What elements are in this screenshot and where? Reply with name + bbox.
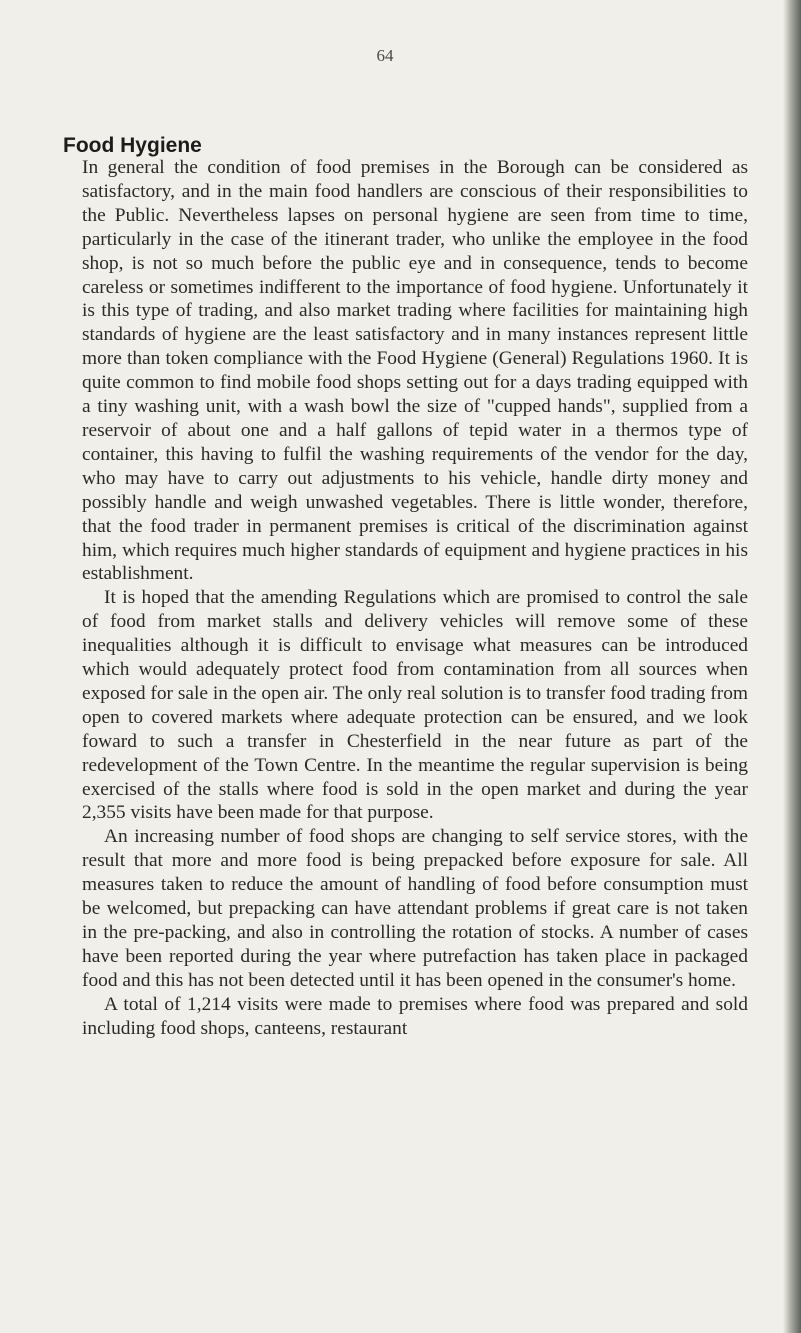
section-heading: Food Hygiene: [63, 134, 202, 157]
page-number: 64: [376, 46, 394, 65]
paragraph-4: A total of 1,214 visits were made to premises where food was prepared and sold including food shops, canteens, restaurant: [82, 993, 748, 1039]
paragraph-3: An increasing number of food shops are changing to self service stores, with the result that more and more food is being prepacked before exposure for sale. All measures taken to reduce the amount of handling of food before consumption must be welcomed, but prepacking can have attendant problems if great care is not taken in the pre-packing, and also in controlling the rotation of stocks. A number of cases have been reported during the year where putrefaction has taken place in packaged food and this has not been detected until it has been opened in the consumer's home.: [82, 826, 748, 991]
body-text: [82, 156, 748, 1041]
page-edge-shadow: [783, 0, 801, 1333]
paragraph-1: In general the condition of food premises in the Borough can be considered as satisfactory, and in the main food handlers are conscious of their responsibilities to the Public. Nevertheless lapses on personal hygiene are seen from time to time, particularly in the case of the itinerant trader, who unlike the employee in the food shop, is not so much before the public eye and in consequence, tends to become careless or sometimes indifferent to the importance of food hygiene. Unfortunately it is this type of trading, and also market trading where facilities for maintaining high standards of hygiene are the least satisfactory and in many instances represent little more than token compliance with the Food Hygiene (General) Regulations 1960. It is quite common to find mobile food shops setting out for a days trading equipped with a tiny washing unit, with a wash bowl the size of "cupped hands", supplied from a reservoir of about one and a half gallons of tepid water in a thermos type of container, this having to fulfil the washing requirements of the vendor for the day, who may have to carry out adjustments to his vehicle, handle dirty money and possibly handle and weigh unwashed vegetables. There is little wonder, therefore, that the food trader in permanent premises is critical of the discrimination against him, which requires much higher standards of equipment and hygiene practices in his establishment.: [82, 157, 748, 585]
paragraph-2: It is hoped that the amending Regulations which are promised to control the sale of food from market stalls and delivery vehicles will remove some of these inequalities although it is difficult to envisage what measures can be introduced which would adequately protect food from contamination from all sources when exposed for sale in the open air. The only real solution is to transfer food trading from open to covered markets where adequate protection can be ensured, and we look foward to such a transfer in Chesterfield in the near future as part of the redevelopment of the Town Centre. In the meantime the regular supervision is being exercised of the stalls where food is sold in the open market and during the year 2,355 visits have been made for that purpose.: [82, 587, 748, 824]
